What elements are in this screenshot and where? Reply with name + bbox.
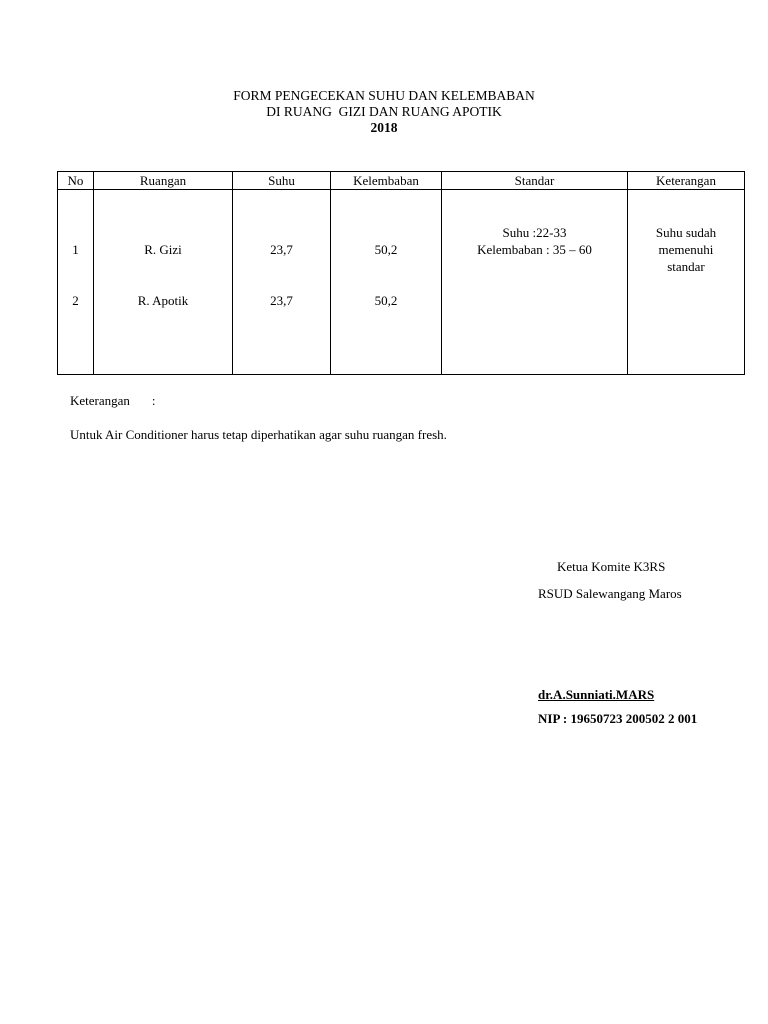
cell-kelembaban xyxy=(331,190,442,375)
row-1-no: 1 xyxy=(72,242,79,257)
signature-institution: RSUD Salewangang Maros xyxy=(538,586,682,601)
header-suhu: Suhu xyxy=(233,172,331,190)
cell-ruangan xyxy=(94,190,233,375)
signature-nip: NIP : 19650723 200502 2 001 xyxy=(538,711,698,726)
header-no: No xyxy=(58,172,94,190)
note-label xyxy=(70,393,156,409)
standar-text xyxy=(442,224,627,258)
cell-keterangan xyxy=(628,190,745,375)
keterangan-line-2: memenuhi xyxy=(658,242,714,257)
keterangan-line-3: standar xyxy=(667,259,705,274)
cell-standar xyxy=(442,190,628,375)
cell-suhu xyxy=(233,190,331,375)
cell-no xyxy=(58,190,94,375)
row-2-no: 2 xyxy=(72,293,79,308)
signature-name: dr.A.Sunniati.MARS xyxy=(538,687,655,702)
row-1-suhu: 23,7 xyxy=(270,242,293,257)
header-keterangan: Keterangan xyxy=(628,172,745,190)
signature-position: Ketua Komite K3RS xyxy=(557,559,666,574)
measurement-table xyxy=(57,171,745,375)
keterangan-text xyxy=(628,224,744,275)
note-text: Untuk Air Conditioner harus tetap diperhatikan agar suhu ruangan fresh. xyxy=(70,427,447,442)
title-line-1: FORM PENGECEKAN SUHU DAN KELEMBABAN xyxy=(233,88,535,103)
header-standar: Standar xyxy=(442,172,628,190)
row-1-ruangan: R. Gizi xyxy=(144,242,182,257)
keterangan-line-1: Suhu sudah xyxy=(655,225,717,240)
row-2-kelembaban: 50,2 xyxy=(374,293,398,308)
note-colon: : xyxy=(151,393,156,408)
standar-kelembaban: Kelembaban : 35 – 60 xyxy=(477,242,592,257)
table-row xyxy=(58,190,745,375)
row-2-suhu: 23,7 xyxy=(270,293,293,308)
row-2-ruangan: R. Apotik xyxy=(137,293,189,308)
title-year: 2018 xyxy=(370,120,398,135)
table-header-row xyxy=(58,172,745,190)
form-title xyxy=(0,88,768,136)
header-kelembaban: Kelembaban xyxy=(331,172,442,190)
row-1-kelembaban: 50,2 xyxy=(374,242,398,257)
title-line-2: DI RUANG GIZI DAN RUANG APOTIK xyxy=(266,104,502,119)
standar-suhu: Suhu :22-33 xyxy=(502,225,567,240)
header-ruangan: Ruangan xyxy=(94,172,233,190)
note-label-text: Keterangan xyxy=(70,393,130,408)
